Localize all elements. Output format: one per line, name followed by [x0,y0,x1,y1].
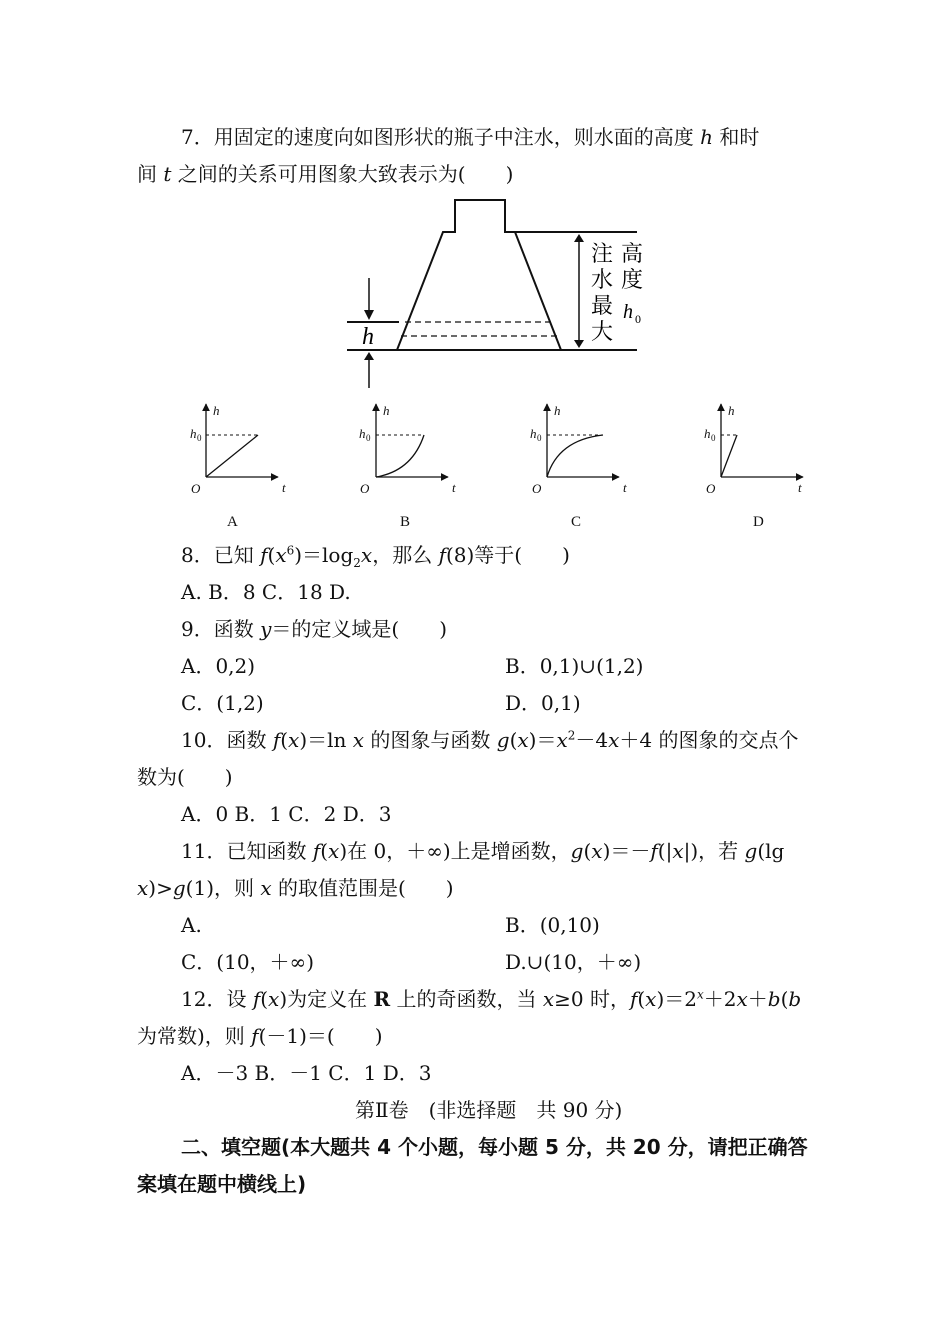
bottle-figure [343,196,649,392]
q10-options: A．0 B．1 C．2 D．3 [181,802,392,826]
h0-arrowhead-up [574,234,584,242]
svg-text:0: 0 [537,433,542,443]
graphs-figure [186,398,812,530]
bottle-h-label: h [362,324,374,350]
svg-text:O: O [532,481,542,496]
q9-option-a: A．0,2) [181,654,256,678]
svg-text:t: t [282,480,286,495]
svg-text:h: h [728,403,735,418]
q9-option-b: B．0,1)∪(1,2) [505,654,644,678]
q11-option-c: C．(10，＋∞) [181,950,315,974]
svg-text:0: 0 [197,433,202,443]
curve-c [547,435,603,477]
svg-text:h: h [554,403,561,418]
svg-text:O: O [360,481,370,496]
q10-stem-line2: 数为( ) [137,765,233,789]
svg-text:h: h [383,403,390,418]
q11-option-b: B．(0,10) [505,913,600,937]
bottle-h0: h [623,301,633,323]
svg-text:h: h [359,426,366,441]
note-char: 大 [591,319,614,344]
note-char: 度 [621,267,644,292]
svg-text:0: 0 [366,433,371,443]
svg-text:h: h [530,426,537,441]
graph-label-c: C [571,514,582,530]
graph-label-d: D [753,514,764,530]
q8-options: A. B．8 C．18 D. [181,580,351,604]
note-char: 水 [591,267,614,292]
part2-heading: 二、填空题(本大题共 4 个小题，每小题 5 分，共 20 分，请把正确答 [181,1135,808,1159]
q11-option-d: D.∪(10，＋∞) [505,950,642,974]
q7-line1: 7．用固定的速度向如图形状的瓶子中注水，则水面的高度 h 和时 [181,125,760,149]
curve-b [376,435,424,477]
q9-stem: 9．函数 y＝的定义域是( ) [181,617,448,641]
bottle-outline [397,200,561,350]
bottle-h0-sub: 0 [635,312,641,326]
q12-options: A．－3 B．－1 C．1 D．3 [181,1061,432,1085]
q9-option-d: D．0,1) [505,691,581,715]
graph-label-b: B [400,514,411,530]
svg-text:O: O [191,481,201,496]
note-char: 最 [591,293,614,318]
svg-text:h: h [704,426,711,441]
q7-line2: 间 t 之间的关系可用图象大致表示为( ) [137,162,514,186]
part2-heading-line2: 案填在题中横线上) [137,1172,307,1196]
svg-text:O: O [706,481,716,496]
q9-option-c: C．(1,2) [181,691,264,715]
q11-option-a: A. [181,913,202,937]
curve-d [721,435,737,477]
graph-label-a: A [227,514,238,530]
q11-stem-line2: x)>g(1)，则 x 的取值范围是( ) [137,876,454,900]
svg-text:h: h [213,403,220,418]
q8-stem: 8．已知 $f(x^6)=\log_2x$，那么 f(8)等于( ) [181,543,570,570]
section-title: 第Ⅱ卷 (非选择题 共 90 分) [355,1098,623,1122]
svg-text:0: 0 [711,433,716,443]
svg-text:t: t [623,480,627,495]
svg-text:t: t [452,480,456,495]
q11-stem: 11．已知函数 f(x)在 0，＋∞)上是增函数，g(x)＝－f(|x|)，若 g(lg [181,839,785,863]
curve-a [206,435,258,477]
svg-text:t: t [798,480,802,495]
h0-arrowhead-down [574,340,584,348]
note-char: 高 [621,241,644,266]
svg-text:h: h [190,426,197,441]
arrow-head-down [364,310,374,320]
q10-stem: 10．函数 f(x)＝ln x 的图象与函数 $g(x)=x^2-4x+4$ 的图象的交点个 [181,728,799,752]
q12-stem: 12．设 f(x)为定义在 R 上的奇函数，当 x≥0 时，$f(x)=2^x+2x+b(b$ [181,987,802,1011]
q12-stem-line2: 为常数)，则 f(－1)＝( ) [137,1024,383,1048]
note-char: 注 [591,241,614,266]
arrow-head-up [364,352,374,360]
